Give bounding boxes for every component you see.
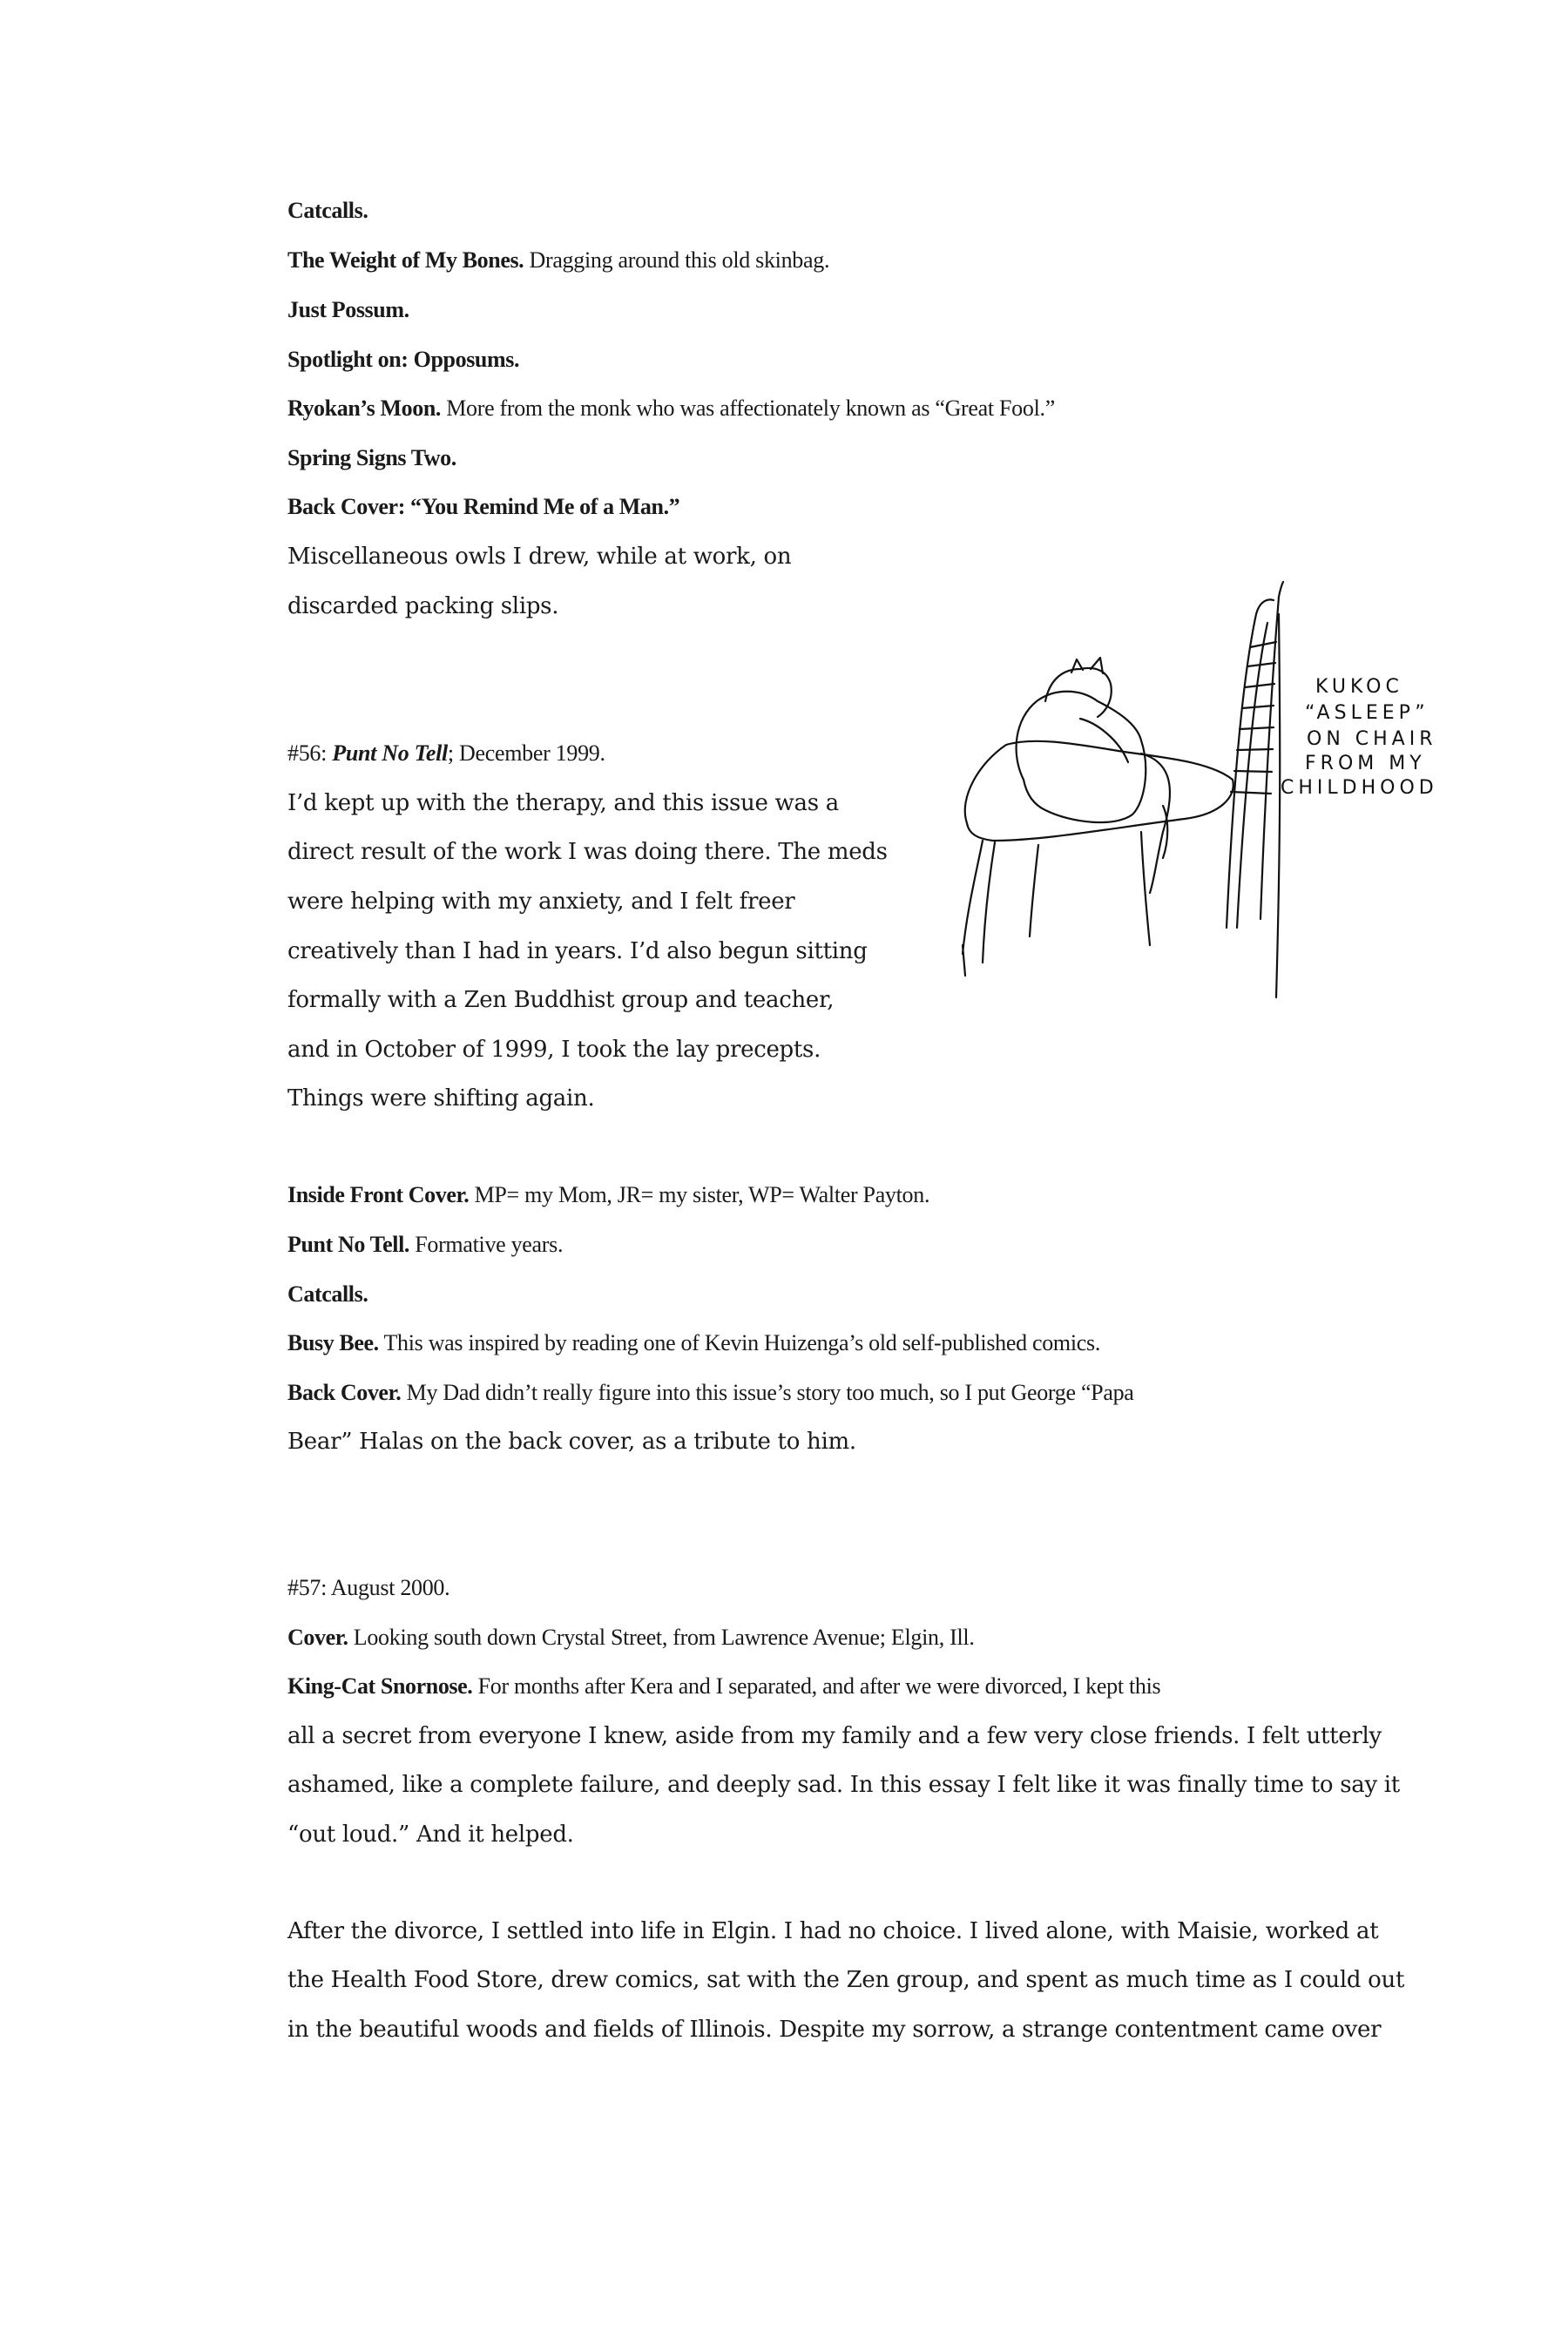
- owls-note-line: discarded packing slips.: [287, 593, 559, 619]
- chair-slat: [1247, 663, 1275, 666]
- entry-back-cover-56: [287, 1375, 1134, 1410]
- entry-title: Just Possum.: [287, 297, 409, 322]
- entry-spring-signs-two: [287, 441, 456, 476]
- entry-title: The Weight of My Bones.: [287, 247, 524, 273]
- owls-note-line: Miscellaneous owls I drew, while at work, on: [287, 544, 792, 570]
- snornose-line: ashamed, like a complete failure, and deeply sad. In this essay I felt like it was finally time to say it: [287, 1772, 1400, 1798]
- entry-text: Formative years.: [409, 1232, 564, 1257]
- chair-leg: [963, 841, 983, 954]
- after-divorce-line: After the divorce, I settled into life in Elgin. I had no choice. I lived alone, with Maisie, worked at: [287, 1918, 1379, 1944]
- issue-number: #56:: [287, 740, 333, 766]
- issue-number: #57:: [287, 1575, 328, 1600]
- entry-text: MP= my Mom, JR= my sister, WP= Walter Payton.: [469, 1182, 930, 1207]
- entry-title: Catcalls.: [287, 198, 368, 223]
- entry-cover-57: [287, 1620, 975, 1655]
- entry-catcalls: [287, 193, 368, 228]
- entry-title: Spotlight on: Opposums.: [287, 347, 520, 372]
- entry-title: Back Cover.: [287, 1380, 402, 1405]
- entry-text: More from the monk who was affectionately known as “Great Fool.”: [441, 395, 1055, 421]
- entry-title: King-Cat Snornose.: [287, 1673, 473, 1699]
- issue-56-paragraph-line: were helping with my anxiety, and I felt freer: [287, 889, 795, 915]
- entry-text: Dragging around this old skinbag.: [524, 247, 830, 273]
- entry-spotlight: [287, 342, 519, 377]
- issue-date: ; December 1999.: [447, 740, 605, 766]
- after-divorce-line: in the beautiful woods and fields of Illinois. Despite my sorrow, a strange contentment came over: [287, 2017, 1382, 2043]
- entry-busy-bee: [287, 1326, 1100, 1361]
- cat-on-chair-drawing: [941, 579, 1481, 1032]
- entry-king-cat-snornose: [287, 1669, 1160, 1704]
- chair-leg: [983, 842, 995, 963]
- snornose-line: all a secret from everyone I knew, aside from my family and a few very close friends. I felt utterly: [287, 1723, 1382, 1749]
- drawing-caption-line: CHILDHOOD: [1281, 777, 1438, 799]
- issue-56-paragraph-line: direct result of the work I was doing there. The meds: [287, 839, 888, 865]
- chair-back-inner-rail: [1237, 623, 1267, 928]
- entry-title: Back Cover: “You Remind Me of a Man.”: [287, 494, 680, 519]
- chair-leg: [1141, 832, 1150, 945]
- snornose-line: “out loud.” And it helped.: [287, 1821, 574, 1848]
- entry-title: Cover.: [287, 1625, 348, 1650]
- entry-title: Inside Front Cover.: [287, 1182, 470, 1207]
- after-divorce-line: the Health Food Store, drew comics, sat with the Zen group, and spent as much time as I could out: [287, 1967, 1405, 1993]
- chair-slat: [1231, 792, 1271, 794]
- entry-inside-front-cover: [287, 1178, 929, 1213]
- chair-back-left-rail: [1227, 599, 1274, 928]
- entry-title: Punt No Tell.: [287, 1232, 410, 1257]
- drawing-caption-line: ON CHAIR: [1307, 728, 1437, 750]
- entry-catcalls-56: [287, 1277, 368, 1312]
- issue-57-heading: [287, 1571, 449, 1605]
- entry-text: For months after Kera and I separated, and after we were divorced, I kept this: [472, 1673, 1161, 1699]
- issue-date: August 2000.: [327, 1575, 450, 1600]
- issue-56-paragraph-line: and in October of 1999, I took the lay precepts.: [287, 1037, 821, 1063]
- drawing-caption-line: FROM MY: [1305, 753, 1426, 774]
- issue-56-paragraph-line: creatively than I had in years. I’d also begun sitting: [287, 938, 868, 964]
- issue-56-heading: [287, 736, 605, 771]
- issue-56-paragraph-line: Things were shifting again.: [287, 1085, 595, 1112]
- chair-leg: [1030, 845, 1038, 936]
- chair-leg-foot: [963, 945, 965, 976]
- entry-just-possum: [287, 293, 409, 328]
- chair-slat: [1240, 727, 1274, 729]
- drawing-caption-line: “ASLEEP”: [1305, 702, 1429, 724]
- issue-title: Punt No Tell: [332, 740, 448, 766]
- entry-weight-of-my-bones: [287, 243, 829, 278]
- entry-text: Looking south down Crystal Street, from Lawrence Avenue; Elgin, Ill.: [348, 1625, 975, 1650]
- chair-back-far-rail: [1276, 614, 1280, 997]
- chair-seat: [965, 741, 1233, 841]
- issue-56-paragraph-line: I’d kept up with the therapy, and this issue was a: [287, 790, 839, 816]
- entry-text: My Dad didn’t really figure into this issue’s story too much, so I put George “Papa: [401, 1380, 1134, 1405]
- entry-title: Spring Signs Two.: [287, 445, 456, 470]
- chair-slat: [1242, 706, 1274, 708]
- entry-text: This was inspired by reading one of Kevin Huizenga’s old self-published comics.: [378, 1330, 1101, 1355]
- drawing-caption-line: KUKOC: [1315, 676, 1403, 698]
- cat-ear: [1071, 659, 1083, 672]
- entry-title: Catcalls.: [287, 1281, 368, 1307]
- chair-slat: [1245, 684, 1274, 687]
- cat-curl: [1080, 719, 1128, 762]
- chair-slat: [1237, 749, 1273, 750]
- entry-title: Ryokan’s Moon.: [287, 395, 441, 421]
- entry-punt-no-tell: [287, 1227, 563, 1262]
- issue-56-paragraph-line: formally with a Zen Buddhist group and teacher,: [287, 987, 835, 1013]
- entry-ryokans-moon: [287, 391, 1055, 426]
- entry-back-cover-55: [287, 490, 679, 524]
- entry-back-cover-56-cont: Bear” Halas on the back cover, as a tribute to him.: [287, 1429, 856, 1455]
- chair-slat: [1234, 771, 1272, 772]
- entry-title: Busy Bee.: [287, 1330, 379, 1355]
